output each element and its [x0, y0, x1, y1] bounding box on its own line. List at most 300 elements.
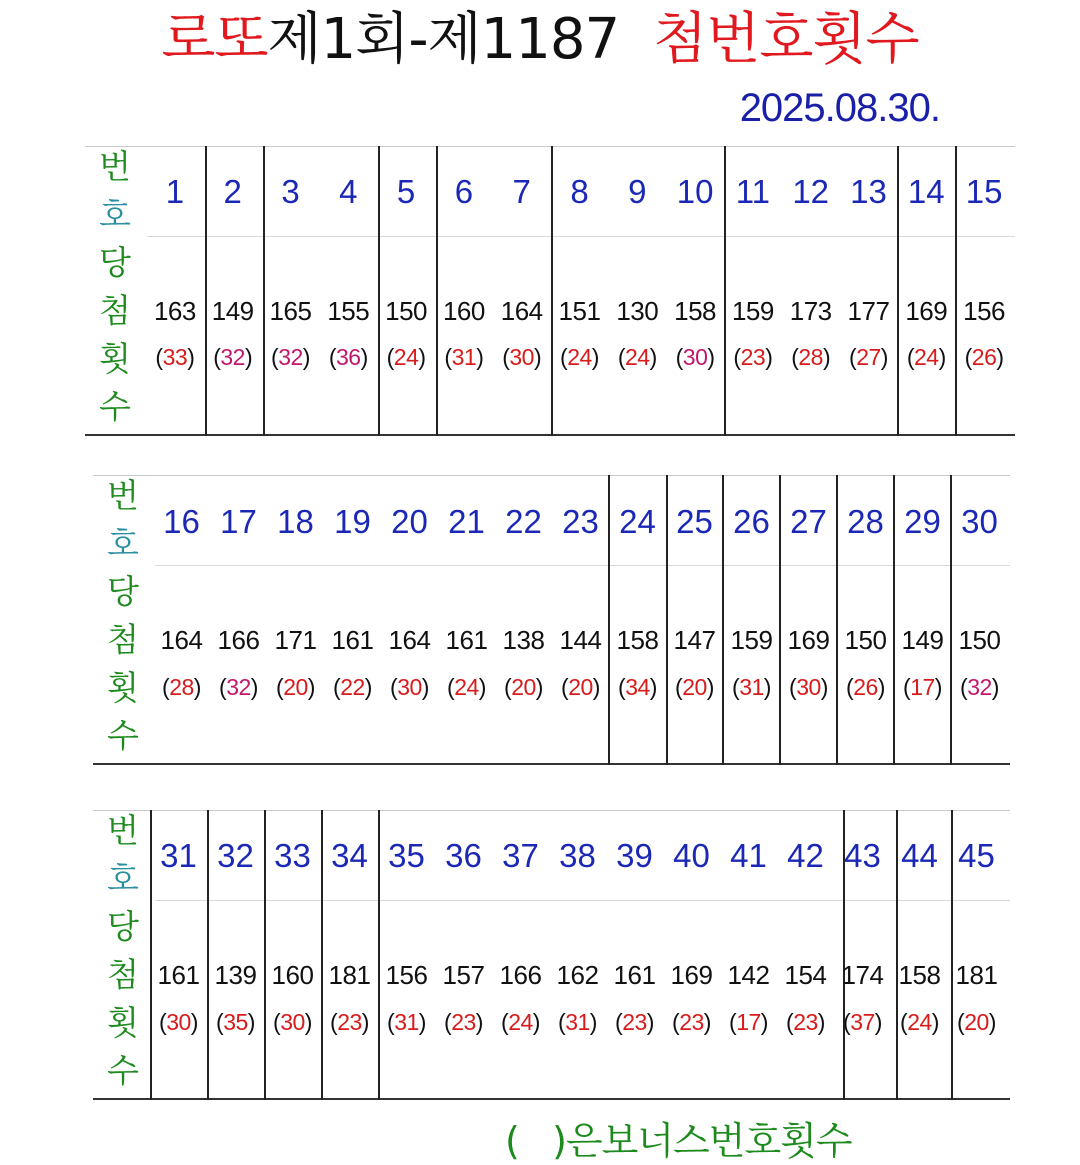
bonus-open-paren: (	[906, 344, 914, 370]
bonus-open-paren: (	[159, 1009, 167, 1035]
row-label-char: 번	[107, 476, 139, 515]
bonus-close-paren: )	[532, 1009, 540, 1035]
bonus-open-paren: (	[560, 344, 568, 370]
bonus-close-paren: )	[649, 674, 657, 700]
bonus-count	[891, 1008, 948, 1036]
ball-number: 31	[160, 837, 197, 874]
win-count: 171	[274, 625, 317, 655]
win-count: 160	[442, 296, 485, 326]
table-header-divider	[155, 900, 1010, 901]
bonus-count	[552, 673, 609, 701]
bonus-value: 27	[856, 344, 881, 370]
ball-number: 32	[217, 837, 254, 874]
win-count: 177	[847, 296, 890, 326]
bonus-count	[609, 673, 666, 701]
bonus-open-paren: (	[672, 1009, 680, 1035]
win-count: 162	[556, 960, 599, 990]
bonus-close-paren: )	[822, 344, 831, 370]
bonus-count	[378, 1008, 435, 1036]
ball-number: 41	[730, 837, 767, 874]
bonus-count	[955, 343, 1013, 371]
bonus-value: 20	[283, 674, 308, 700]
bonus-close-paren: )	[820, 674, 828, 700]
ball-number: 24	[619, 503, 656, 540]
table-header-divider	[155, 565, 1010, 566]
bonus-close-paren: )	[244, 344, 253, 370]
bonus-value: 20	[511, 674, 536, 700]
ball-number: 38	[559, 837, 596, 874]
win-count: 173	[789, 296, 832, 326]
bonus-count	[834, 1008, 891, 1036]
table-bottom-border	[93, 1098, 1010, 1100]
ball-number: 25	[676, 503, 713, 540]
table-top-border	[93, 810, 1010, 811]
bonus-open-paren: (	[333, 674, 341, 700]
bonus-open-paren: (	[447, 674, 455, 700]
bonus-close-paren: )	[307, 674, 315, 700]
bonus-value: 30	[796, 674, 821, 700]
win-count: 164	[160, 625, 203, 655]
row-label-char: 수	[99, 387, 131, 426]
bonus-value: 26	[971, 344, 997, 370]
bonus-close-paren: )	[591, 344, 599, 370]
bonus-close-paren: )	[649, 344, 657, 370]
table-header-divider	[147, 236, 1015, 237]
ball-number: 1	[165, 173, 185, 210]
bonus-close-paren: )	[418, 1009, 426, 1035]
bonus-open-paren: (	[789, 674, 797, 700]
page-title	[0, 8, 1080, 72]
bonus-value: 32	[220, 344, 245, 370]
row-label-char: 호	[107, 524, 139, 563]
bonus-count	[663, 1008, 720, 1036]
row-label-char: 호	[99, 195, 131, 234]
win-count: 150	[385, 296, 428, 326]
bonus-value: 24	[624, 344, 650, 370]
table-top-border	[85, 146, 1015, 147]
win-count: 163	[153, 296, 196, 326]
bonus-count	[666, 343, 724, 371]
win-count: 164	[388, 625, 431, 655]
win-count: 151	[558, 296, 601, 326]
ball-number: 39	[616, 837, 653, 874]
footer-text: )은보너스번호횟수	[552, 1119, 852, 1163]
bonus-count	[606, 1008, 663, 1036]
bonus-count	[146, 343, 204, 371]
bonus-open-paren: (	[273, 1009, 281, 1035]
bonus-value: 24	[454, 674, 479, 700]
win-count: 161	[613, 960, 656, 990]
bonus-open-paren: (	[162, 674, 170, 700]
win-count: 161	[157, 960, 200, 990]
bonus-close-paren: )	[187, 344, 195, 370]
table-bottom-border	[93, 763, 1010, 765]
bonus-count	[321, 1008, 378, 1036]
bonus-open-paren: (	[617, 344, 625, 370]
win-count: 139	[214, 960, 257, 990]
ball-number: 16	[163, 503, 200, 540]
win-count: 161	[445, 625, 488, 655]
bonus-count	[897, 343, 955, 371]
bonus-open-paren: (	[558, 1009, 566, 1035]
bonus-value: 23	[679, 1009, 704, 1035]
bonus-count	[780, 673, 837, 701]
ball-number: 4	[339, 173, 358, 210]
win-count: 174	[841, 960, 884, 990]
ball-number: 2	[223, 173, 242, 210]
ball-number: 5	[396, 173, 416, 210]
win-count: 169	[670, 960, 713, 990]
ball-number: 36	[445, 837, 482, 874]
bonus-value: 20	[682, 674, 707, 700]
ball-number: 29	[904, 503, 941, 540]
ball-number: 34	[331, 837, 368, 874]
bonus-count	[720, 1008, 777, 1036]
bonus-value: 30	[166, 1009, 191, 1035]
bonus-close-paren: )	[646, 1009, 654, 1035]
bonus-close-paren: )	[938, 344, 946, 370]
bonus-close-paren: )	[360, 344, 368, 370]
ball-number: 17	[220, 503, 257, 540]
win-count: 149	[211, 296, 254, 326]
bonus-count	[551, 343, 609, 371]
bonus-open-paren: (	[729, 1009, 737, 1035]
bonus-value: 23	[451, 1009, 476, 1035]
bonus-value: 30	[280, 1009, 305, 1035]
row-label-char: 당	[99, 243, 131, 282]
bonus-close-paren: )	[533, 344, 542, 370]
row-label-vertical	[85, 146, 145, 436]
ball-number: 18	[277, 503, 314, 540]
bonus-close-paren: )	[589, 1009, 597, 1035]
bonus-value: 32	[967, 674, 992, 700]
bonus-value: 35	[223, 1009, 248, 1035]
row-label-char: 호	[107, 859, 139, 898]
bonus-count	[777, 1008, 834, 1036]
bonus-close-paren: )	[706, 674, 714, 700]
bonus-close-paren: )	[763, 674, 771, 700]
win-count: 138	[502, 625, 545, 655]
bonus-value: 24	[907, 1009, 932, 1035]
bonus-open-paren: (	[390, 674, 398, 700]
bonus-value: 32	[226, 674, 251, 700]
win-count: 166	[217, 625, 260, 655]
title-lotto: 로또	[161, 7, 268, 72]
ball-number: 42	[787, 837, 824, 874]
win-count: 147	[673, 625, 716, 655]
win-count: 181	[328, 960, 371, 990]
bonus-close-paren: )	[707, 344, 715, 370]
bonus-count	[264, 1008, 321, 1036]
bonus-open-paren: (	[219, 674, 227, 700]
bonus-close-paren: )	[765, 344, 773, 370]
bonus-open-paren: (	[964, 344, 972, 370]
bonus-count	[324, 673, 381, 701]
row-label-char: 수	[107, 716, 139, 755]
row-label-char: 첨	[107, 620, 139, 659]
table-block-1	[85, 146, 1015, 436]
win-count: 144	[559, 625, 602, 655]
footer-gap	[519, 1119, 552, 1163]
bonus-close-paren: )	[877, 674, 885, 700]
bonus-value: 30	[682, 344, 708, 370]
bonus-value: 36	[335, 344, 361, 370]
bonus-open-paren: (	[501, 1009, 509, 1035]
row-label-char: 첨	[107, 955, 139, 994]
ball-number: 10	[676, 173, 714, 210]
ball-number: 6	[454, 173, 474, 210]
bonus-close-paren: )	[991, 674, 999, 700]
bonus-close-paren: )	[361, 1009, 369, 1035]
bonus-count	[840, 343, 898, 371]
bonus-count	[948, 1008, 1005, 1036]
bonus-open-paren: (	[276, 674, 284, 700]
bonus-value: 33	[162, 344, 188, 370]
bonus-count	[495, 673, 552, 701]
win-count: 161	[331, 625, 374, 655]
ball-number: 45	[958, 837, 995, 874]
bonus-open-paren: (	[615, 1009, 623, 1035]
bonus-value: 20	[964, 1009, 989, 1035]
ball-number: 22	[505, 503, 542, 540]
bonus-count	[951, 673, 1008, 701]
bonus-value: 26	[853, 674, 878, 700]
win-count: 169	[905, 296, 948, 326]
bonus-open-paren: (	[960, 674, 968, 700]
bonus-open-paren: (	[786, 1009, 794, 1035]
bonus-count	[267, 673, 324, 701]
table-block-3	[93, 810, 1010, 1100]
ball-number: 19	[334, 503, 371, 540]
row-label-vertical	[93, 475, 153, 765]
title-range: 제1회-제1187	[267, 7, 620, 72]
row-label-char: 번	[107, 811, 139, 850]
bonus-count	[377, 343, 435, 371]
win-count: 142	[727, 960, 770, 990]
win-count: 154	[784, 960, 827, 990]
ball-number: 33	[274, 837, 311, 874]
footer-note	[505, 1118, 852, 1164]
ball-number: 7	[512, 173, 531, 210]
ball-number: 11	[735, 173, 771, 210]
bonus-close-paren: )	[247, 1009, 255, 1035]
bonus-open-paren: (	[213, 344, 221, 370]
bonus-open-paren: (	[386, 344, 394, 370]
bonus-close-paren: )	[817, 1009, 825, 1035]
ball-number: 13	[850, 173, 887, 210]
bonus-open-paren: (	[675, 674, 683, 700]
bonus-value: 31	[739, 674, 764, 700]
bonus-close-paren: )	[250, 674, 258, 700]
ball-number: 37	[502, 837, 539, 874]
bonus-count	[150, 1008, 207, 1036]
win-count: 159	[731, 296, 774, 326]
bonus-close-paren: )	[475, 1009, 483, 1035]
bonus-value: 24	[508, 1009, 533, 1035]
bonus-count	[438, 673, 495, 701]
bonus-open-paren: (	[791, 344, 799, 370]
bonus-close-paren: )	[535, 674, 543, 700]
bonus-close-paren: )	[592, 674, 600, 700]
bonus-open-paren: (	[732, 674, 740, 700]
ball-number: 28	[847, 503, 884, 540]
bonus-count	[153, 673, 210, 701]
row-label-vertical	[93, 810, 153, 1100]
win-count: 130	[616, 296, 659, 326]
win-count: 181	[955, 960, 998, 990]
win-count: 156	[963, 296, 1006, 326]
bonus-value: 20	[568, 674, 593, 700]
win-count: 158	[674, 296, 717, 326]
bonus-close-paren: )	[996, 344, 1004, 370]
bonus-close-paren: )	[364, 674, 372, 700]
bonus-count	[724, 343, 782, 371]
bonus-count	[782, 343, 840, 371]
win-count: 150	[958, 625, 1001, 655]
row-label-char: 당	[107, 572, 139, 611]
win-count: 156	[385, 960, 428, 990]
bonus-value: 32	[278, 344, 303, 370]
bonus-value: 28	[169, 674, 194, 700]
bonus-value: 28	[798, 344, 823, 370]
win-count: 158	[898, 960, 941, 990]
bonus-close-paren: )	[880, 344, 888, 370]
win-count: 150	[844, 625, 887, 655]
bonus-close-paren: )	[931, 1009, 939, 1035]
bonus-close-paren: )	[193, 674, 201, 700]
bonus-open-paren: (	[328, 344, 336, 370]
bonus-close-paren: )	[421, 674, 429, 700]
footer-open-paren: (	[505, 1119, 519, 1163]
bonus-close-paren: )	[934, 674, 942, 700]
bonus-open-paren: (	[675, 344, 683, 370]
bonus-count	[894, 673, 951, 701]
row-label-char: 당	[107, 907, 139, 946]
bonus-value: 23	[740, 344, 766, 370]
bonus-value: 23	[622, 1009, 647, 1035]
win-count: 160	[271, 960, 314, 990]
win-count: 158	[616, 625, 659, 655]
bonus-value: 24	[393, 344, 419, 370]
bonus-open-paren: (	[733, 344, 741, 370]
bonus-count	[204, 343, 262, 371]
bonus-value: 17	[910, 674, 935, 700]
bonus-value: 24	[567, 344, 592, 370]
bonus-count	[608, 343, 666, 371]
ball-number: 44	[901, 837, 938, 874]
bonus-value: 34	[625, 674, 650, 700]
bonus-open-paren: (	[957, 1009, 965, 1035]
bonus-close-paren: )	[988, 1009, 996, 1035]
win-count: 166	[499, 960, 542, 990]
bonus-close-paren: )	[302, 344, 310, 370]
bonus-count	[319, 343, 377, 371]
row-label-char: 수	[107, 1051, 139, 1090]
bonus-open-paren: (	[216, 1009, 224, 1035]
bonus-value: 17	[736, 1009, 761, 1035]
ball-number: 21	[448, 503, 485, 540]
bonus-count	[381, 673, 438, 701]
bonus-count	[207, 1008, 264, 1036]
bonus-close-paren: )	[874, 1009, 882, 1035]
bonus-count	[723, 673, 780, 701]
ball-number: 27	[790, 503, 827, 540]
bonus-count	[666, 673, 723, 701]
bonus-open-paren: (	[618, 674, 626, 700]
bonus-value: 37	[850, 1009, 875, 1035]
bonus-value: 31	[565, 1009, 590, 1035]
bonus-count	[493, 343, 551, 371]
bonus-open-paren: (	[387, 1009, 395, 1035]
win-count: 157	[442, 960, 485, 990]
bonus-value: 23	[337, 1009, 362, 1035]
bonus-open-paren: (	[271, 344, 279, 370]
row-label-char: 횟	[107, 668, 139, 707]
ball-number: 30	[961, 503, 998, 540]
bonus-open-paren: (	[561, 674, 569, 700]
bonus-value: 30	[397, 674, 422, 700]
table-bottom-border	[85, 434, 1015, 436]
row-label-char: 첨	[99, 291, 131, 330]
date-label: 2025.08.30.	[739, 86, 940, 130]
ball-number: 26	[733, 503, 770, 540]
bonus-count	[492, 1008, 549, 1036]
table-block-2	[93, 475, 1010, 765]
win-count: 159	[730, 625, 773, 655]
bonus-open-paren: (	[502, 344, 510, 370]
ball-number: 35	[388, 837, 425, 874]
bonus-close-paren: )	[476, 344, 484, 370]
ball-number: 9	[628, 173, 647, 210]
ball-number: 8	[570, 173, 589, 210]
row-label-char: 번	[99, 147, 131, 186]
ball-number: 12	[792, 173, 830, 210]
table-top-border	[93, 475, 1010, 476]
bonus-open-paren: (	[155, 344, 163, 370]
win-count: 165	[269, 296, 312, 326]
win-count: 149	[901, 625, 944, 655]
bonus-count	[837, 673, 894, 701]
bonus-open-paren: (	[903, 674, 911, 700]
bonus-close-paren: )	[703, 1009, 711, 1035]
bonus-count	[210, 673, 267, 701]
bonus-close-paren: )	[418, 344, 426, 370]
bonus-open-paren: (	[444, 344, 452, 370]
bonus-open-paren: (	[330, 1009, 338, 1035]
bonus-value: 31	[451, 344, 477, 370]
bonus-close-paren: )	[760, 1009, 768, 1035]
win-count: 155	[327, 296, 370, 326]
bonus-count	[549, 1008, 606, 1036]
bonus-open-paren: (	[444, 1009, 452, 1035]
win-count: 169	[787, 625, 830, 655]
ball-number: 43	[844, 837, 881, 874]
ball-number: 40	[673, 837, 710, 874]
ball-number: 20	[391, 503, 428, 540]
bonus-open-paren: (	[504, 674, 512, 700]
bonus-value: 24	[913, 344, 939, 370]
title-suffix: 첨번호횟수	[653, 7, 919, 72]
ball-number: 3	[281, 173, 300, 210]
win-count: 164	[500, 296, 543, 326]
bonus-close-paren: )	[190, 1009, 198, 1035]
bonus-count	[435, 343, 493, 371]
bonus-open-paren: (	[843, 1009, 851, 1035]
ball-number: 14	[907, 173, 945, 210]
bonus-open-paren: (	[849, 344, 857, 370]
ball-number: 15	[965, 173, 1003, 210]
row-label-char: 횟	[107, 1003, 139, 1042]
